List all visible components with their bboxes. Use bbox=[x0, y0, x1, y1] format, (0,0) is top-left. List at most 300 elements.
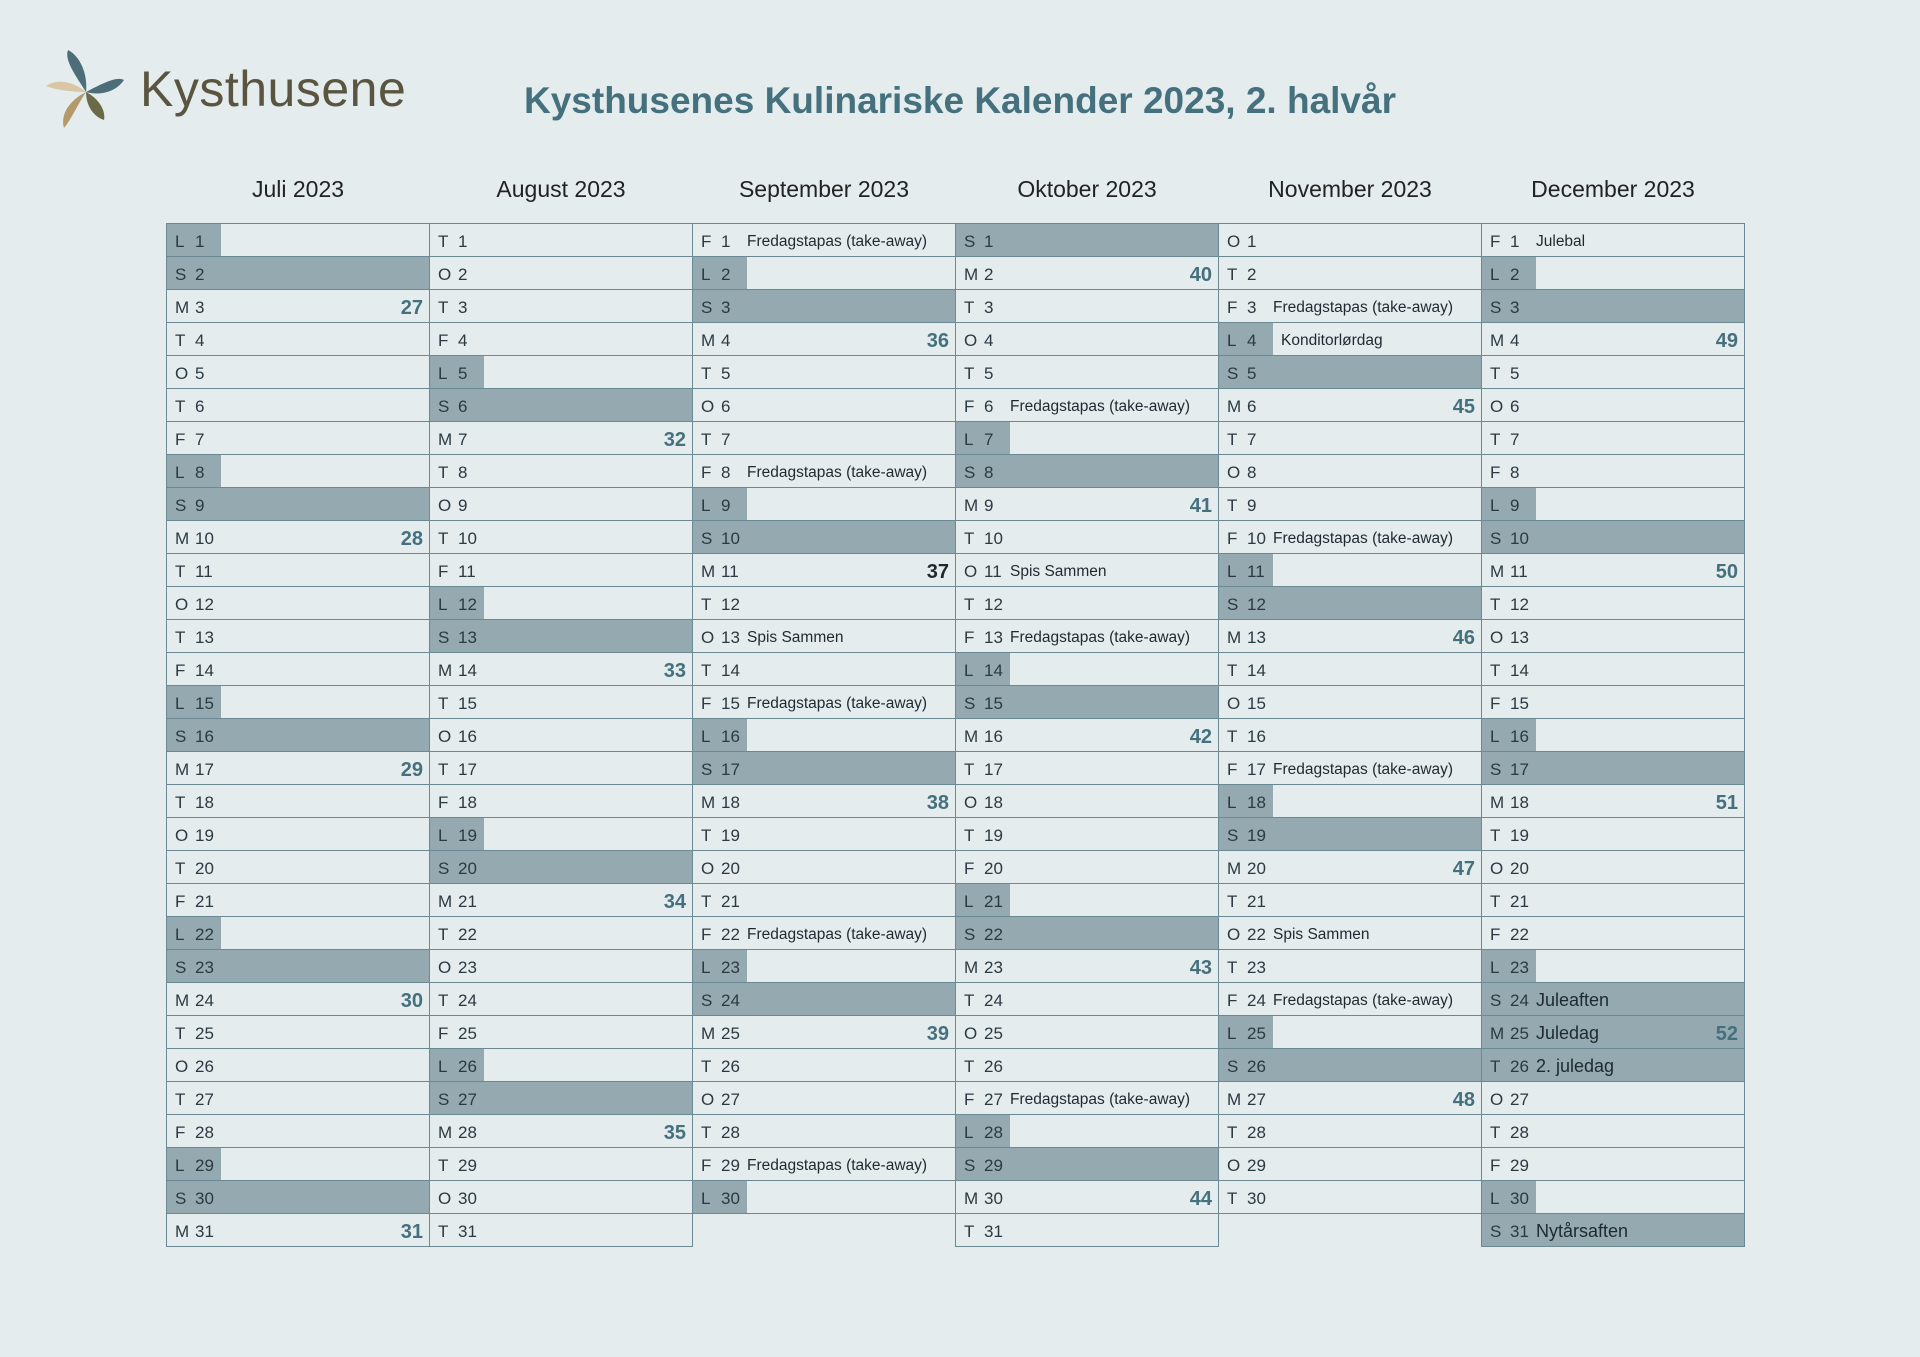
day-number: 9 bbox=[195, 496, 205, 515]
day-number: 3 bbox=[1510, 298, 1520, 317]
day-cell bbox=[693, 686, 747, 718]
weekday-letter: F bbox=[175, 430, 186, 449]
day-row bbox=[1481, 355, 1745, 389]
day-row bbox=[1481, 421, 1745, 455]
weekday-letter: L bbox=[438, 595, 448, 614]
day-cell bbox=[430, 224, 484, 256]
day-cell bbox=[693, 785, 747, 817]
day-number: 14 bbox=[984, 661, 1003, 680]
day-row bbox=[429, 355, 693, 389]
weekday-letter: S bbox=[1490, 760, 1502, 779]
day-row bbox=[429, 1081, 693, 1115]
day-row bbox=[1481, 751, 1745, 785]
day-cell bbox=[1482, 818, 1536, 850]
weekday-letter: M bbox=[1490, 562, 1505, 581]
weekday-letter: L bbox=[701, 727, 711, 746]
day-cell bbox=[167, 290, 221, 322]
weekday-letter: T bbox=[438, 529, 449, 548]
day-cell bbox=[1482, 1115, 1536, 1147]
day-row bbox=[1218, 718, 1482, 752]
weekday-letter: O bbox=[964, 793, 978, 812]
day-cell bbox=[167, 653, 221, 685]
weekday-letter: M bbox=[175, 760, 190, 779]
weekday-letter: M bbox=[964, 958, 979, 977]
weekday-letter: S bbox=[1227, 364, 1239, 383]
weekday-letter: T bbox=[1227, 958, 1238, 977]
day-number: 18 bbox=[1510, 793, 1529, 812]
day-number: 19 bbox=[1510, 826, 1529, 845]
weekday-letter: L bbox=[964, 661, 974, 680]
day-cell bbox=[1219, 323, 1273, 355]
weekday-letter: S bbox=[438, 397, 450, 416]
day-row bbox=[1481, 322, 1745, 356]
day-number: 26 bbox=[721, 1057, 740, 1076]
day-row bbox=[166, 817, 430, 851]
day-cell bbox=[956, 290, 1010, 322]
day-cell bbox=[167, 1214, 221, 1246]
day-cell bbox=[167, 785, 221, 817]
weekday-letter: F bbox=[701, 463, 712, 482]
day-row bbox=[692, 1147, 956, 1181]
day-row bbox=[1481, 619, 1745, 653]
day-cell bbox=[1219, 1082, 1273, 1114]
weekday-letter: S bbox=[1490, 529, 1502, 548]
day-number: 11 bbox=[1510, 562, 1528, 581]
day-row bbox=[429, 685, 693, 719]
weekday-letter: F bbox=[1227, 760, 1238, 779]
day-number: 9 bbox=[1247, 496, 1257, 515]
day-row bbox=[166, 388, 430, 422]
weekday-letter: O bbox=[701, 859, 715, 878]
day-cell bbox=[956, 488, 1010, 520]
month-column bbox=[692, 224, 956, 1214]
day-number: 17 bbox=[721, 760, 740, 779]
day-number: 25 bbox=[458, 1024, 477, 1043]
day-number: 6 bbox=[195, 397, 205, 416]
day-row bbox=[429, 1147, 693, 1181]
day-cell bbox=[693, 917, 747, 949]
week-number: 36 bbox=[926, 330, 949, 352]
day-number: 30 bbox=[1247, 1189, 1266, 1208]
month-column bbox=[1481, 224, 1745, 1247]
day-row bbox=[429, 850, 693, 884]
day-row bbox=[955, 586, 1219, 620]
weekday-letter: T bbox=[964, 1222, 975, 1241]
day-row bbox=[955, 619, 1219, 653]
weekday-letter: F bbox=[175, 1123, 186, 1142]
day-cell bbox=[430, 323, 484, 355]
day-row bbox=[429, 256, 693, 290]
day-row bbox=[429, 784, 693, 818]
day-number: 21 bbox=[721, 892, 740, 911]
day-row bbox=[1481, 1081, 1745, 1115]
day-cell bbox=[1219, 1115, 1273, 1147]
day-cell bbox=[167, 323, 221, 355]
day-number: 14 bbox=[458, 661, 477, 680]
day-number: 10 bbox=[1510, 529, 1529, 548]
day-number: 8 bbox=[1510, 463, 1520, 482]
weekday-letter: T bbox=[1227, 661, 1238, 680]
day-row bbox=[955, 850, 1219, 884]
day-number: 17 bbox=[1510, 760, 1529, 779]
weekday-letter: F bbox=[1227, 529, 1238, 548]
day-number: 2 bbox=[721, 265, 731, 284]
day-row bbox=[166, 718, 430, 752]
event-label: Konditorlørdag bbox=[1281, 332, 1383, 349]
day-cell bbox=[167, 389, 221, 421]
day-number: 11 bbox=[721, 562, 739, 581]
day-number: 4 bbox=[721, 331, 731, 350]
day-number: 21 bbox=[984, 892, 1003, 911]
event-label: Spis Sammen bbox=[747, 629, 844, 646]
day-number: 2 bbox=[195, 265, 205, 284]
day-row bbox=[955, 553, 1219, 587]
weekday-letter: T bbox=[964, 595, 975, 614]
weekday-letter: O bbox=[1490, 397, 1504, 416]
day-cell bbox=[1482, 290, 1536, 322]
weekday-letter: T bbox=[438, 232, 449, 251]
day-row bbox=[429, 1048, 693, 1082]
day-number: 8 bbox=[195, 463, 205, 482]
day-cell bbox=[1482, 257, 1536, 289]
day-cell bbox=[1482, 455, 1536, 487]
day-row bbox=[955, 520, 1219, 554]
day-cell bbox=[956, 323, 1010, 355]
weekday-letter: S bbox=[1490, 1222, 1502, 1241]
weekday-letter: F bbox=[701, 694, 712, 713]
day-number: 11 bbox=[1247, 562, 1265, 581]
weekday-letter: O bbox=[964, 1024, 978, 1043]
event-label: Nytårsaften bbox=[1536, 1221, 1629, 1241]
day-row bbox=[429, 1213, 693, 1247]
day-row bbox=[429, 883, 693, 917]
day-number: 26 bbox=[458, 1057, 477, 1076]
weekday-letter: T bbox=[175, 1090, 186, 1109]
day-number: 27 bbox=[458, 1090, 477, 1109]
day-cell bbox=[1482, 1082, 1536, 1114]
day-cell bbox=[430, 851, 484, 883]
day-cell bbox=[430, 884, 484, 916]
day-row bbox=[692, 256, 956, 290]
day-cell bbox=[956, 1115, 1010, 1147]
day-cell bbox=[1219, 422, 1273, 454]
day-row bbox=[1218, 883, 1482, 917]
weekday-letter: T bbox=[175, 331, 186, 350]
month-header: December 2023 bbox=[1531, 176, 1695, 202]
day-number: 23 bbox=[195, 958, 214, 977]
day-cell bbox=[430, 785, 484, 817]
weekday-letter: F bbox=[964, 628, 975, 647]
weekday-letter: F bbox=[438, 562, 449, 581]
weekday-letter: O bbox=[1227, 1156, 1241, 1175]
day-cell bbox=[693, 455, 747, 487]
day-cell bbox=[167, 455, 221, 487]
day-row bbox=[692, 388, 956, 422]
day-cell bbox=[430, 1115, 484, 1147]
weekday-letter: F bbox=[964, 397, 975, 416]
day-cell bbox=[430, 719, 484, 751]
day-row bbox=[429, 553, 693, 587]
weekday-letter: T bbox=[701, 826, 712, 845]
day-cell bbox=[1482, 917, 1536, 949]
day-row bbox=[692, 586, 956, 620]
day-cell bbox=[167, 554, 221, 586]
weekday-letter: T bbox=[438, 694, 449, 713]
day-cell bbox=[1482, 554, 1536, 586]
day-cell bbox=[430, 983, 484, 1015]
day-cell bbox=[1482, 620, 1536, 652]
day-cell bbox=[1219, 1049, 1273, 1081]
day-row bbox=[1218, 586, 1482, 620]
day-row bbox=[1481, 454, 1745, 488]
day-cell bbox=[693, 1082, 747, 1114]
weekday-letter: T bbox=[438, 925, 449, 944]
day-cell bbox=[1219, 917, 1273, 949]
day-cell bbox=[1482, 785, 1536, 817]
day-number: 9 bbox=[984, 496, 994, 515]
weekday-letter: F bbox=[1227, 991, 1238, 1010]
day-cell bbox=[1482, 587, 1536, 619]
day-number: 21 bbox=[1510, 892, 1529, 911]
day-cell bbox=[956, 785, 1010, 817]
day-number: 15 bbox=[721, 694, 740, 713]
weekday-letter: M bbox=[964, 1189, 979, 1208]
weekday-letter: T bbox=[175, 1024, 186, 1043]
day-row bbox=[692, 916, 956, 950]
day-row bbox=[955, 388, 1219, 422]
weekday-letter: F bbox=[438, 793, 449, 812]
day-cell bbox=[1219, 587, 1273, 619]
day-cell bbox=[693, 851, 747, 883]
day-number: 30 bbox=[1510, 1189, 1529, 1208]
day-row bbox=[166, 652, 430, 686]
day-cell bbox=[1219, 620, 1273, 652]
day-row bbox=[692, 883, 956, 917]
day-cell bbox=[693, 752, 747, 784]
day-cell bbox=[693, 290, 747, 322]
day-row bbox=[1218, 982, 1482, 1016]
month-column bbox=[429, 224, 693, 1247]
week-number: 48 bbox=[1452, 1089, 1475, 1111]
event-label: Fredagstapas (take-away) bbox=[1273, 761, 1454, 778]
day-cell bbox=[167, 224, 221, 256]
day-row bbox=[955, 982, 1219, 1016]
day-number: 29 bbox=[195, 1156, 214, 1175]
day-number: 10 bbox=[984, 529, 1003, 548]
day-row bbox=[429, 421, 693, 455]
weekday-letter: F bbox=[175, 661, 186, 680]
weekday-letter: T bbox=[1227, 496, 1238, 515]
weekday-letter: T bbox=[964, 364, 975, 383]
weekday-letter: T bbox=[964, 298, 975, 317]
weekday-letter: F bbox=[701, 1156, 712, 1175]
day-row bbox=[955, 817, 1219, 851]
day-number: 6 bbox=[984, 397, 994, 416]
weekday-letter: T bbox=[701, 430, 712, 449]
day-row bbox=[429, 1114, 693, 1148]
day-row bbox=[1481, 520, 1745, 554]
day-number: 9 bbox=[458, 496, 468, 515]
weekday-letter: S bbox=[1227, 595, 1239, 614]
day-row bbox=[692, 223, 956, 257]
day-cell bbox=[693, 1016, 747, 1048]
day-number: 20 bbox=[1510, 859, 1529, 878]
weekday-letter: M bbox=[1227, 1090, 1242, 1109]
weekday-letter: T bbox=[701, 595, 712, 614]
day-cell bbox=[1482, 356, 1536, 388]
day-number: 8 bbox=[458, 463, 468, 482]
day-row bbox=[955, 784, 1219, 818]
day-cell bbox=[167, 521, 221, 553]
day-row bbox=[429, 289, 693, 323]
day-number: 15 bbox=[195, 694, 214, 713]
day-row bbox=[429, 619, 693, 653]
day-row bbox=[166, 1147, 430, 1181]
day-number: 8 bbox=[984, 463, 994, 482]
weekday-letter: L bbox=[175, 1156, 185, 1175]
day-row bbox=[692, 652, 956, 686]
day-number: 23 bbox=[1510, 958, 1529, 977]
weekday-letter: S bbox=[1490, 991, 1502, 1010]
weekday-letter: L bbox=[438, 826, 448, 845]
day-number: 22 bbox=[1247, 925, 1266, 944]
day-number: 26 bbox=[1510, 1057, 1529, 1076]
weekday-letter: M bbox=[1227, 628, 1242, 647]
day-row bbox=[429, 916, 693, 950]
day-row bbox=[166, 520, 430, 554]
week-number: 28 bbox=[400, 528, 423, 550]
weekday-letter: L bbox=[1227, 1024, 1237, 1043]
day-cell bbox=[956, 356, 1010, 388]
day-row bbox=[1218, 1180, 1482, 1214]
day-row bbox=[692, 685, 956, 719]
brand-name: Kysthusene bbox=[140, 61, 407, 117]
day-number: 17 bbox=[1247, 760, 1266, 779]
day-number: 24 bbox=[721, 991, 740, 1010]
weekday-letter: L bbox=[964, 1123, 974, 1142]
day-row bbox=[955, 256, 1219, 290]
day-row bbox=[166, 355, 430, 389]
weekday-letter: S bbox=[1227, 826, 1239, 845]
week-number: 40 bbox=[1189, 264, 1212, 286]
day-cell bbox=[956, 1082, 1010, 1114]
day-row bbox=[692, 520, 956, 554]
weekday-letter: S bbox=[964, 925, 976, 944]
day-number: 23 bbox=[984, 958, 1003, 977]
day-cell bbox=[693, 1115, 747, 1147]
day-number: 20 bbox=[984, 859, 1003, 878]
week-number: 30 bbox=[400, 990, 423, 1012]
weekday-letter: T bbox=[964, 529, 975, 548]
day-cell bbox=[1219, 851, 1273, 883]
day-cell bbox=[430, 1214, 484, 1246]
day-cell bbox=[693, 422, 747, 454]
weekday-letter: S bbox=[438, 1090, 450, 1109]
week-number: 34 bbox=[663, 891, 686, 913]
day-cell bbox=[1219, 224, 1273, 256]
day-row bbox=[1481, 487, 1745, 521]
day-cell bbox=[430, 818, 484, 850]
day-row bbox=[1481, 784, 1745, 818]
day-row bbox=[955, 454, 1219, 488]
weekday-letter: F bbox=[175, 892, 186, 911]
day-row bbox=[429, 487, 693, 521]
day-row bbox=[166, 256, 430, 290]
weekday-letter: T bbox=[1490, 430, 1501, 449]
day-number: 1 bbox=[1247, 232, 1257, 251]
day-row bbox=[1481, 1114, 1745, 1148]
weekday-letter: O bbox=[438, 496, 452, 515]
day-number: 4 bbox=[195, 331, 205, 350]
day-number: 18 bbox=[458, 793, 477, 812]
day-number: 25 bbox=[721, 1024, 740, 1043]
day-cell bbox=[1482, 1181, 1536, 1213]
day-row bbox=[1481, 916, 1745, 950]
day-number: 7 bbox=[1247, 430, 1257, 449]
day-row bbox=[1218, 388, 1482, 422]
weekday-letter: O bbox=[1227, 232, 1241, 251]
weekday-letter: M bbox=[964, 265, 979, 284]
event-label: Juledag bbox=[1536, 1023, 1600, 1043]
day-number: 14 bbox=[1247, 661, 1266, 680]
day-cell bbox=[693, 983, 747, 1015]
day-row bbox=[1481, 718, 1745, 752]
day-number: 6 bbox=[1247, 397, 1257, 416]
day-cell bbox=[1482, 1148, 1536, 1180]
day-row bbox=[1481, 1213, 1745, 1247]
day-number: 17 bbox=[984, 760, 1003, 779]
weekday-letter: L bbox=[175, 925, 185, 944]
weekday-letter: T bbox=[438, 991, 449, 1010]
day-row bbox=[692, 619, 956, 653]
day-cell bbox=[430, 686, 484, 718]
weekday-letter: S bbox=[438, 628, 450, 647]
day-number: 16 bbox=[1247, 727, 1266, 746]
day-number: 24 bbox=[1510, 991, 1529, 1010]
day-row bbox=[955, 685, 1219, 719]
weekday-letter: O bbox=[1227, 463, 1241, 482]
day-row bbox=[692, 1081, 956, 1115]
weekday-letter: S bbox=[175, 727, 187, 746]
weekday-letter: O bbox=[701, 1090, 715, 1109]
day-row bbox=[955, 1180, 1219, 1214]
day-cell bbox=[1219, 488, 1273, 520]
day-number: 9 bbox=[1510, 496, 1520, 515]
week-number: 27 bbox=[400, 297, 423, 319]
event-label: Fredagstapas (take-away) bbox=[1010, 398, 1191, 415]
day-cell bbox=[956, 884, 1010, 916]
day-number: 1 bbox=[721, 232, 731, 251]
day-row bbox=[1218, 949, 1482, 983]
day-number: 15 bbox=[1510, 694, 1529, 713]
day-cell bbox=[167, 356, 221, 388]
day-number: 12 bbox=[458, 595, 477, 614]
day-row bbox=[692, 322, 956, 356]
day-row bbox=[1218, 520, 1482, 554]
day-number: 25 bbox=[984, 1024, 1003, 1043]
day-cell bbox=[167, 1148, 221, 1180]
day-number: 16 bbox=[458, 727, 477, 746]
day-row bbox=[692, 487, 956, 521]
day-row bbox=[166, 751, 430, 785]
day-cell bbox=[956, 686, 1010, 718]
day-cell bbox=[167, 620, 221, 652]
day-cell bbox=[1482, 389, 1536, 421]
day-row bbox=[692, 1180, 956, 1214]
day-number: 4 bbox=[458, 331, 468, 350]
day-number: 5 bbox=[1510, 364, 1520, 383]
day-number: 13 bbox=[721, 628, 740, 647]
